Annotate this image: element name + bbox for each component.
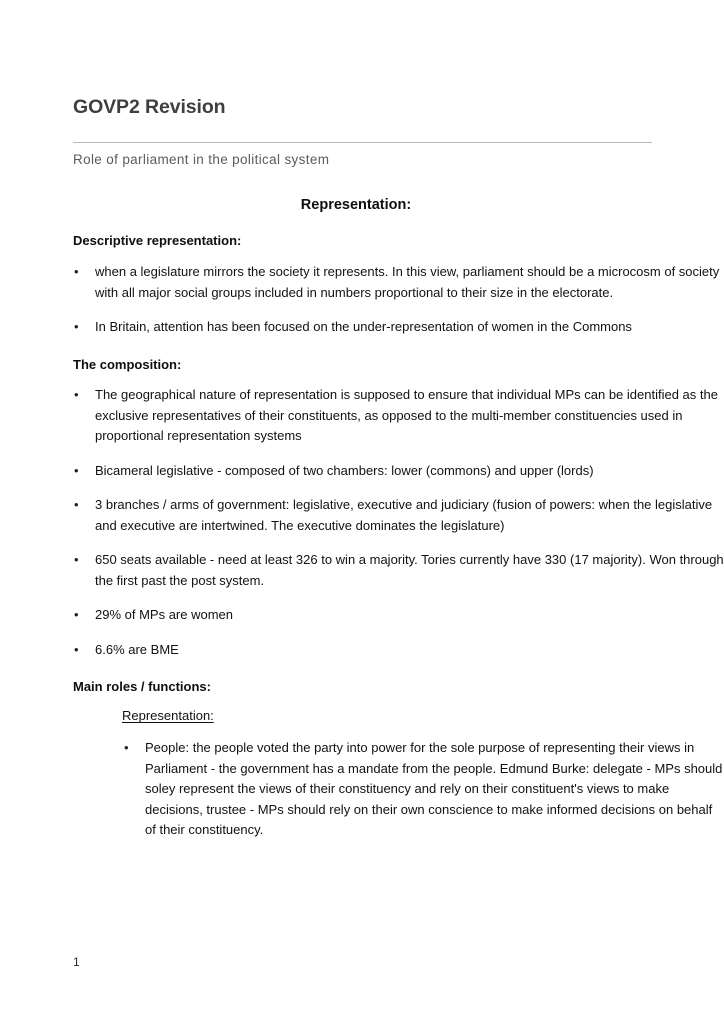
- page-number: 1: [73, 955, 80, 969]
- list-item: [0, 640, 724, 661]
- bullet-marker-icon: •: [74, 552, 79, 568]
- list-item-text: People: the people voted the party into power for the sole purpose of representing their views in Parliament - the government has a mandate from the people. Edmund Burke: delegate - MPs should soley represent the views of their constituency and rely on their constituent's views to make decisions, trustee - MPs should rely on their own conscience to make informed decisions on behalf of their constituency.: [145, 740, 723, 838]
- list-item-text: when a legislature mirrors the society it represents. In this view, parliament should be a microcosm of society with all major social groups included in numbers proportional to their size in the electorate.: [95, 264, 720, 300]
- list-item: [0, 550, 724, 591]
- bullet-marker-icon: •: [124, 740, 129, 756]
- list-item: [0, 495, 724, 536]
- main-heading: Representation:: [300, 197, 412, 213]
- list-item-text: 3 branches / arms of government: legislative, executive and judiciary (fusion of powers: when the legislative and executive are intertwined. The executive dominates the legislature): [95, 497, 713, 533]
- list-item: [0, 605, 724, 626]
- list-item: [0, 461, 724, 482]
- bullet-marker-icon: •: [74, 264, 79, 280]
- sub-heading-label: Representation:: [122, 708, 214, 724]
- document-subtitle: Role of parliament in the political system: [73, 152, 330, 167]
- sub-heading-representation: [0, 708, 724, 725]
- bullet-marker-icon: •: [74, 497, 79, 513]
- title-divider: [73, 142, 652, 143]
- list-item-text: In Britain, attention has been focused on the under-representation of women in the Commons: [95, 319, 632, 335]
- bullet-marker-icon: •: [74, 387, 79, 403]
- bullet-marker-icon: •: [74, 462, 79, 478]
- bullet-marker-icon: •: [74, 319, 79, 335]
- bullet-list-representation-roles: [0, 738, 724, 841]
- bullet-marker-icon: •: [74, 641, 79, 657]
- list-item: [0, 385, 724, 447]
- list-item-text: Bicameral legislative - composed of two chambers: lower (commons) and upper (lords): [95, 462, 594, 478]
- bullet-list-descriptive-representation: [0, 262, 724, 338]
- bullet-list-the-composition: [0, 385, 724, 660]
- list-item: [0, 738, 724, 841]
- list-item: [0, 317, 724, 338]
- section-heading-descriptive-representation: Descriptive representation:: [73, 233, 242, 249]
- page-title: GOVP2 Revision: [73, 96, 226, 118]
- list-item-text: 6.6% are BME: [95, 641, 179, 657]
- list-item-text: 650 seats available - need at least 326 to win a majority. Tories currently have 330 (17 majority). Won through the first past the post system.: [95, 552, 724, 588]
- list-item-text: The geographical nature of representation is supposed to ensure that individual MPs can be identified as the exclusive representatives of their constituents, as opposed to the multi-member constituencies used in proportional representation systems: [95, 387, 718, 444]
- document-body: [0, 196, 724, 853]
- section-heading-the-composition: The composition:: [73, 356, 182, 372]
- list-item-text: 29% of MPs are women: [95, 607, 234, 623]
- bullet-marker-icon: •: [74, 607, 79, 623]
- section-heading-main-roles-functions: Main roles / functions:: [73, 679, 211, 695]
- list-item: [0, 262, 724, 303]
